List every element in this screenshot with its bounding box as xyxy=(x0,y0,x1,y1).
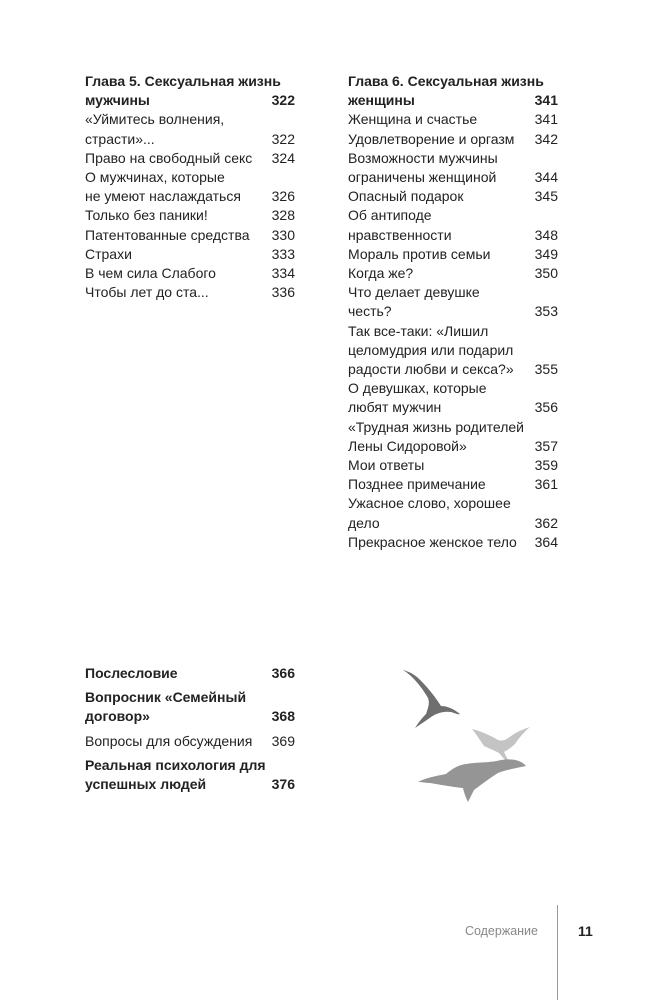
toc-entry-page: 342 xyxy=(534,130,558,147)
toc-entry xyxy=(348,418,558,456)
page-number: 11 xyxy=(578,923,593,939)
toc-chapter-5 xyxy=(85,72,295,302)
toc-entry-page: 353 xyxy=(534,303,558,320)
toc-entry-row xyxy=(348,398,558,417)
toc-back-matter xyxy=(85,664,295,794)
toc-entry-title-line: Об антиподе xyxy=(348,207,432,224)
toc-entry-title-line: Что делает девушке честь? xyxy=(348,284,480,320)
toc-entry-row xyxy=(348,437,558,456)
toc-entry-title-line: Опасный подарок xyxy=(348,188,464,205)
toc-entry-title-line: Удовлетворение и оргазм xyxy=(348,130,515,147)
toc-entry-page: 359 xyxy=(534,457,558,474)
toc-entry-page: 322 xyxy=(271,130,295,147)
real-psych-line2: успешных людей xyxy=(85,776,207,793)
toc-entry xyxy=(348,110,558,129)
chapter-6-title-row xyxy=(348,91,558,110)
toc-entry-title-line: радости любви и секса?» xyxy=(348,361,514,378)
questions-row xyxy=(85,732,295,751)
chapter-6-entries xyxy=(348,110,558,552)
toc-entry-title-line: Чтобы лет до ста... xyxy=(85,284,209,301)
toc-entry-page: 357 xyxy=(534,437,558,454)
toc-entry-page: 336 xyxy=(271,284,295,301)
toc-entry-page: 328 xyxy=(271,207,295,224)
toc-entry-row xyxy=(348,245,558,264)
questionnaire-line1: Вопросник «Семейный xyxy=(85,689,247,706)
chapter-5-title-line2: мужчины xyxy=(85,92,150,109)
toc-entry xyxy=(85,283,295,302)
toc-entry-row xyxy=(348,475,558,494)
toc-entry-title-line: Так все-таки: «Лишил xyxy=(348,322,489,339)
toc-entry-title-line: нравственности xyxy=(348,226,452,243)
toc-entry-title-line: целомудрия или подарил xyxy=(348,341,514,358)
toc-entry-row xyxy=(348,533,558,552)
toc-entry-row xyxy=(85,283,295,302)
toc-entry xyxy=(348,283,558,321)
toc-entry-row xyxy=(348,110,558,129)
toc-entry-title-line: Страхи xyxy=(85,245,132,262)
toc-entry-title-line: Только без паники! xyxy=(85,207,208,224)
toc-entry-row xyxy=(85,130,295,149)
toc-entry xyxy=(85,226,295,245)
toc-entry-row xyxy=(85,187,295,206)
chapter-5-page: 322 xyxy=(271,92,295,109)
bird-mid-icon xyxy=(418,759,526,802)
questionnaire-row xyxy=(85,707,295,726)
toc-entry xyxy=(348,533,558,552)
chapter-6-title-line1: Глава 6. Сексуальная жизнь xyxy=(348,73,544,89)
toc-entry xyxy=(85,168,295,206)
toc-entry xyxy=(348,379,558,417)
questionnaire-page: 368 xyxy=(271,708,295,725)
toc-entry-title-line: Право на свободный секс xyxy=(85,149,253,166)
toc-entry-page: 355 xyxy=(534,361,558,378)
toc-entry-title-line: любят мужчин xyxy=(348,399,442,416)
toc-entry-row xyxy=(85,245,295,264)
toc-entry xyxy=(348,206,558,244)
toc-entry xyxy=(348,245,558,264)
toc-entry-title-line: «Уймитесь волнения, xyxy=(85,111,225,128)
toc-entry xyxy=(348,149,558,187)
questionnaire-entry xyxy=(85,688,295,726)
toc-entry-row xyxy=(85,264,295,283)
toc-entry xyxy=(348,264,558,283)
toc-entry-page: 334 xyxy=(271,265,295,282)
afterword-label: Послесловие xyxy=(85,665,178,681)
toc-entry-title-line: Прекрасное женское тело xyxy=(348,533,517,550)
toc-entry-page: 324 xyxy=(271,149,295,166)
bird-light-icon xyxy=(472,727,530,764)
toc-entry-page: 356 xyxy=(534,399,558,416)
toc-entry-row xyxy=(348,226,558,245)
toc-entry-row xyxy=(348,130,558,149)
toc-entry xyxy=(85,149,295,168)
toc-entry xyxy=(85,206,295,225)
toc-entry-title-line: Лены Сидоровой» xyxy=(348,437,467,454)
toc-entry-page: 364 xyxy=(534,533,558,550)
toc-entry xyxy=(85,264,295,283)
toc-entry-row xyxy=(348,283,558,321)
toc-entry-row xyxy=(85,226,295,245)
toc-entry-title-line: не умеют наслаждаться xyxy=(85,188,241,205)
toc-entry-title-line: Патентованные средства xyxy=(85,226,250,243)
chapter-5-entries xyxy=(85,110,295,302)
toc-entry-page: 330 xyxy=(271,226,295,243)
toc-entry-page: 326 xyxy=(271,188,295,205)
footer-divider xyxy=(557,905,558,1000)
bird-dark-icon xyxy=(403,670,460,728)
toc-entry xyxy=(348,494,558,532)
toc-entry-page: 362 xyxy=(534,514,558,531)
afterword-page: 366 xyxy=(271,665,295,681)
chapter-5-title-row xyxy=(85,91,295,110)
footer-section-label: Содержание xyxy=(464,924,538,938)
toc-entry-page: 345 xyxy=(534,188,558,205)
toc-entry-row xyxy=(348,168,558,187)
toc-entry-page: 333 xyxy=(271,245,295,262)
toc-entry xyxy=(85,110,295,148)
afterword-row xyxy=(85,664,295,683)
toc-entry xyxy=(85,245,295,264)
toc-entry-title-line: О девушках, которые xyxy=(348,380,487,397)
toc-entry-title-line: Женщина и счастье xyxy=(348,111,478,128)
real-psych-row xyxy=(85,775,295,794)
toc-entry xyxy=(348,475,558,494)
toc-entry-page: 348 xyxy=(534,226,558,243)
toc-entry-row xyxy=(348,514,558,533)
toc-entry-title-line: ограничены женщиной xyxy=(348,169,497,186)
chapter-5-title-line1: Глава 5. Сексуальная жизнь xyxy=(85,73,281,89)
toc-entry-title-line: Мои ответы xyxy=(348,457,425,474)
toc-entry-page: 349 xyxy=(534,245,558,262)
toc-entry xyxy=(348,130,558,149)
toc-entry-page: 344 xyxy=(534,169,558,186)
toc-entry-row xyxy=(348,360,558,379)
toc-entry-row xyxy=(85,149,295,168)
real-psych-line1: Реальная психология для xyxy=(85,756,266,773)
toc-entry-row xyxy=(85,206,295,225)
flying-birds-illustration xyxy=(400,660,560,810)
toc-entry xyxy=(348,187,558,206)
toc-entry xyxy=(348,456,558,475)
toc-entry-title-line: дело xyxy=(348,514,380,531)
toc-entry-title-line: Мораль против семьи xyxy=(348,245,491,262)
chapter-6-title-line2: женщины xyxy=(348,92,415,109)
chapter-6-page: 341 xyxy=(534,92,558,109)
toc-entry-title-line: В чем сила Слабого xyxy=(85,265,216,282)
toc-entry-row xyxy=(348,264,558,283)
toc-entry-page: 361 xyxy=(534,476,558,493)
questions-label: Вопросы для обсуждения xyxy=(85,732,253,749)
toc-entry-title-line: Когда же? xyxy=(348,265,414,282)
toc-entry-title-line: О мужчинах, которые xyxy=(85,169,225,186)
questionnaire-line2: договор» xyxy=(85,708,150,725)
toc-entry xyxy=(348,322,558,380)
toc-entry-title-line: Возможности мужчины xyxy=(348,149,498,166)
toc-entry-title-line: Ужасное слово, хорошее xyxy=(348,495,511,512)
toc-entry-title-line: страсти»... xyxy=(85,130,155,147)
real-psych-page: 376 xyxy=(271,776,295,793)
real-psych-entry xyxy=(85,756,295,794)
toc-entry-row xyxy=(348,456,558,475)
toc-entry-page: 341 xyxy=(534,111,558,128)
toc-entry-title-line: Позднее примечание xyxy=(348,476,486,493)
toc-entry-page: 350 xyxy=(534,265,558,282)
toc-entry-title-line: «Трудная жизнь родителей xyxy=(348,418,524,435)
toc-chapter-6 xyxy=(348,72,558,552)
toc-entry-row xyxy=(348,187,558,206)
questions-page: 369 xyxy=(271,732,295,749)
